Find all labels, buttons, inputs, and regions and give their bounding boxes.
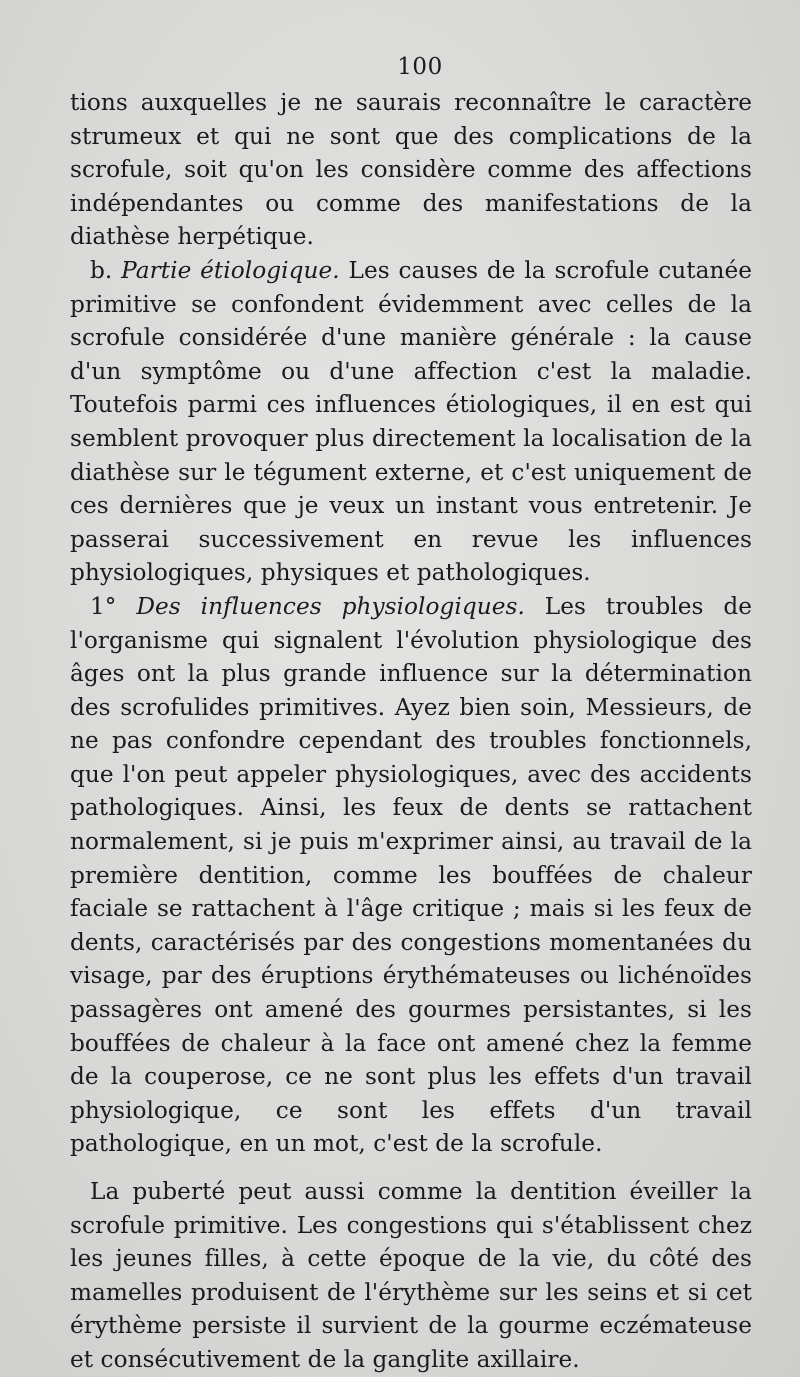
- paragraph-continuation: [70, 86, 752, 254]
- paragraph-text: tions auxquelles je ne saurais reconnaître le caractère strumeux et qui ne sont que des complications de la scrofule, soit qu'on les considère comme des affections indépendantes ou comme des manifestations de la diathèse herpétique.: [70, 89, 752, 251]
- paragraph-puberty: [70, 1175, 752, 1377]
- section-label: b.: [90, 256, 113, 284]
- section-label: 1°: [90, 592, 117, 620]
- body-text: [70, 86, 752, 1377]
- paragraph-text: Les causes de la scrofule cutanée primitive se confondent évidemment avec celles de la scrofule considérée d'une manière générale : la cause d'un symptôme ou d'une affection c'est la maladie. Toutefois parmi ces influences étiologiques, il en est qui semblent provoquer plus directement la localisation de la diathèse sur le tégument externe, et c'est uniquement de ces dernières que je veux un instant vous entretenir. Je passerai successivement en revue les influences physiologiques, physiques et pathologiques.: [70, 256, 753, 587]
- paragraph-physiological-influences: [70, 590, 752, 1161]
- section-heading: Des influences physiologiques.: [136, 592, 525, 620]
- paragraph-etiology: [70, 254, 752, 590]
- page-number: 100: [397, 54, 443, 80]
- paragraph-text: Les troubles de l'organisme qui signalent l'évolution physiologique des âges ont la plus grande influence sur la détermination des scrofulides primitives. Ayez bien soin, Messieurs, de ne pas confondre cependant des troubles fonctionnels, que l'on peut appeler physiologiques, avec des accidents pathologiques. Ainsi, les feux de dents se rattachent normalement, si je puis m'exprimer ainsi, au travail de la première dentition, comme les bouffées de chaleur faciale se rattachent à l'âge critique ; mais si les feux de dents, caractérisés par des congestions momentanées du visage, par des éruptions érythémateuses ou lichénoïdes passagères ont amené des gourmes persistantes, si les bouffées de chaleur à la face ont amené chez la femme de la couperose, ce ne sont plus les effets d'un travail physiologique, ce sont les effets d'un travail pathologique, en un mot, c'est de la scrofule.: [70, 592, 752, 1158]
- section-heading: Partie étiologique.: [121, 256, 340, 284]
- paragraph-text: La puberté peut aussi comme la dentition éveiller la scrofule primitive. Les congestions qui s'établissent chez les jeunes filles, à cette époque de la vie, du côté des mamelles produisent de l'érythème sur les seins et si cet érythème persiste il survient de la gourme eczémateuse et consécutivement de la ganglite axillaire.: [70, 1178, 752, 1373]
